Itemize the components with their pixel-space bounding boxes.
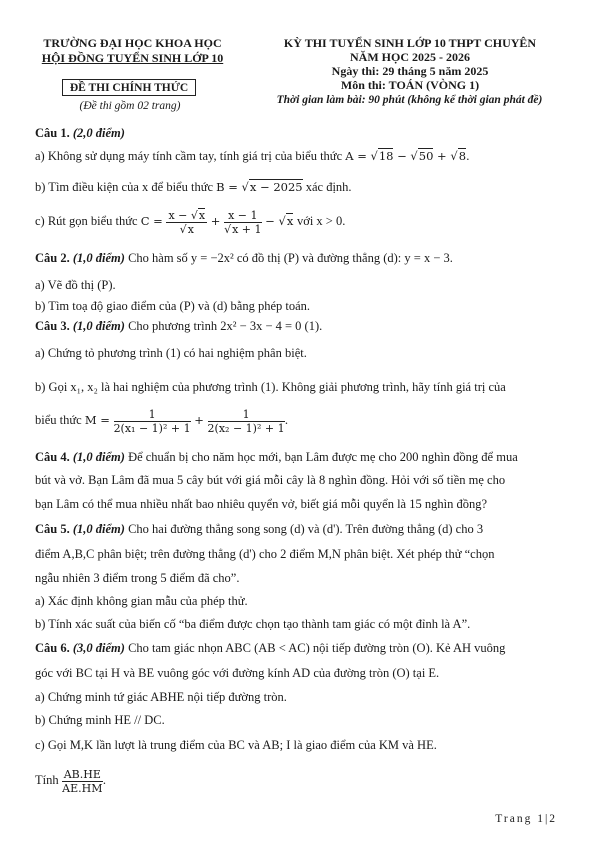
q5-line2: điểm A,B,C phân biệt; trên đường thẳng (d') cho 2 điểm M,N phân biệt. Xét phép thử “chọn bbox=[35, 547, 495, 561]
q2-part-a: a) Vẽ đồ thị (P). bbox=[35, 278, 116, 292]
q3-expression: biểu thức M = $\frac{1}{\text{2(x₁ − 1)² + 1}}$ + $\frac{1}{\text{2(x₂ − 1)² + 1}}$ . bbox=[35, 407, 289, 435]
q3-part-b: b) Gọi x₁, x₂ là hai nghiệm của phương trình (1). Không giải phương trình, hãy tính giá trị của bbox=[35, 380, 506, 394]
school-year: NĂM HỌC 2025 - 2026 bbox=[350, 50, 470, 64]
q4-line1: Câu 4. (1,0 điểm) Để chuẩn bị cho năm học mới, bạn Lâm được mẹ cho 200 nghìn đồng để mua bbox=[35, 450, 518, 464]
q6-part-a: a) Chứng minh tứ giác ABHE nội tiếp đường tròn. bbox=[35, 690, 287, 704]
exam-header bbox=[245, 36, 575, 92]
exam-title: KỲ THI TUYỂN SINH LỚP 10 THPT CHUYÊN bbox=[283, 36, 537, 50]
q3-heading: Câu 3. (1,0 điểm) Cho phương trình 2x² − 3x − 4 = 0 (1). bbox=[35, 319, 323, 333]
q4-line3: bạn Lâm có thể mua nhiều nhất bao nhiêu quyển vở, biết giá mỗi quyển là 15 nghìn đồng? bbox=[35, 497, 487, 511]
q1-part-a: a) Không sử dụng máy tính cầm tay, tính giá trị của biểu thức A = √18 − √50 + √8. bbox=[35, 149, 470, 163]
q2-heading: Câu 2. (1,0 điểm) Cho hàm số y = −2x² có đồ thị (P) và đường thẳng (d): y = x − 3. bbox=[35, 251, 453, 265]
exam-date: Ngày thi: 29 tháng 5 năm 2025 bbox=[331, 64, 489, 78]
q1-expr-a: A = √18 − √50 + √8. bbox=[345, 149, 470, 163]
q6-part-c: c) Gọi M,K lần lượt là trung điểm của BC và AB; I là giao điểm của KM và HE. bbox=[35, 738, 437, 752]
q4-line2: bút và vở. Bạn Lâm đã mua 5 cây bút với giá mỗi cây là 8 nghìn đồng. Hỏi với số tiền mẹ cho bbox=[35, 473, 506, 487]
q6-line1: Câu 6. (3,0 điểm) Cho tam giác nhọn ABC (AB < AC) nội tiếp đường tròn (O). Kẻ AH vuông bbox=[35, 641, 506, 655]
page-note: (Đề thi gồm 02 trang) bbox=[79, 100, 181, 112]
q6-ratio: Tính $\frac{AB.HE}{AE.HM}$ . bbox=[35, 767, 107, 795]
page-number: Trang 1|2 bbox=[495, 813, 557, 825]
q1-part-b: b) Tìm điều kiện của x để biểu thức B = √x − 2025 xác định. bbox=[35, 180, 352, 194]
q5-line3: ngẫu nhiên 3 điểm trong 5 điểm đã cho”. bbox=[35, 571, 240, 585]
q1-expr-c: C = $\frac{x - √x}{√x}$ + $\frac{x - 1}{√x + 1}$ − √x bbox=[140, 208, 294, 236]
q3-expr-m: M = $\frac{1}{\text{2(x₁ − 1)² + 1}}$ + $\frac{1}{\text{2(x₂ − 1)² + 1}}$ . bbox=[84, 407, 289, 435]
q1-expr-b: B = √x − 2025 bbox=[216, 180, 303, 194]
q1-part-c: c) Rút gọn biểu thức C = $\frac{x - √x}{√x}$ + $\frac{x - 1}{√x + 1}$ − √x với x > 0. bbox=[35, 208, 346, 236]
q5-part-a: a) Xác định không gian mẫu của phép thử. bbox=[35, 594, 248, 608]
council-name: HỘI ĐỒNG TUYỂN SINH LỚP 10 bbox=[41, 51, 224, 65]
q1-heading: Câu 1. (2,0 điểm) bbox=[35, 126, 125, 140]
school-name: TRƯỜNG ĐẠI HỌC KHOA HỌC bbox=[43, 36, 222, 50]
q5-part-b: b) Tính xác suất của biến cố “ba điểm được chọn tạo thành tam giác có một đỉnh là A”. bbox=[35, 617, 471, 631]
official-exam-box: ĐỀ THI CHÍNH THỨC bbox=[62, 79, 196, 96]
q2-part-b: b) Tìm toạ độ giao điểm của (P) và (d) bằng phép toán. bbox=[35, 299, 311, 313]
q5-line1: Câu 5. (1,0 điểm) Cho hai đường thẳng song song (d) và (d'). Trên đường thẳng (d) cho 3 bbox=[35, 522, 484, 536]
q3-part-a: a) Chứng tỏ phương trình (1) có hai nghiệm phân biệt. bbox=[35, 346, 307, 360]
school-header bbox=[20, 36, 245, 66]
time-limit: Thời gian làm bài: 90 phút (không kể thời gian phát đề) bbox=[276, 94, 543, 106]
exam-subject: Môn thi: TOÁN (VÒNG 1) bbox=[340, 78, 480, 92]
q6-part-b: b) Chứng minh HE // DC. bbox=[35, 713, 165, 727]
q6-line2: góc với BC tại H và BE vuông góc với đường kính AD của đường tròn (O) tại E. bbox=[35, 666, 440, 680]
q6-fraction: $\frac{AB.HE}{AE.HM}$ bbox=[62, 767, 103, 795]
